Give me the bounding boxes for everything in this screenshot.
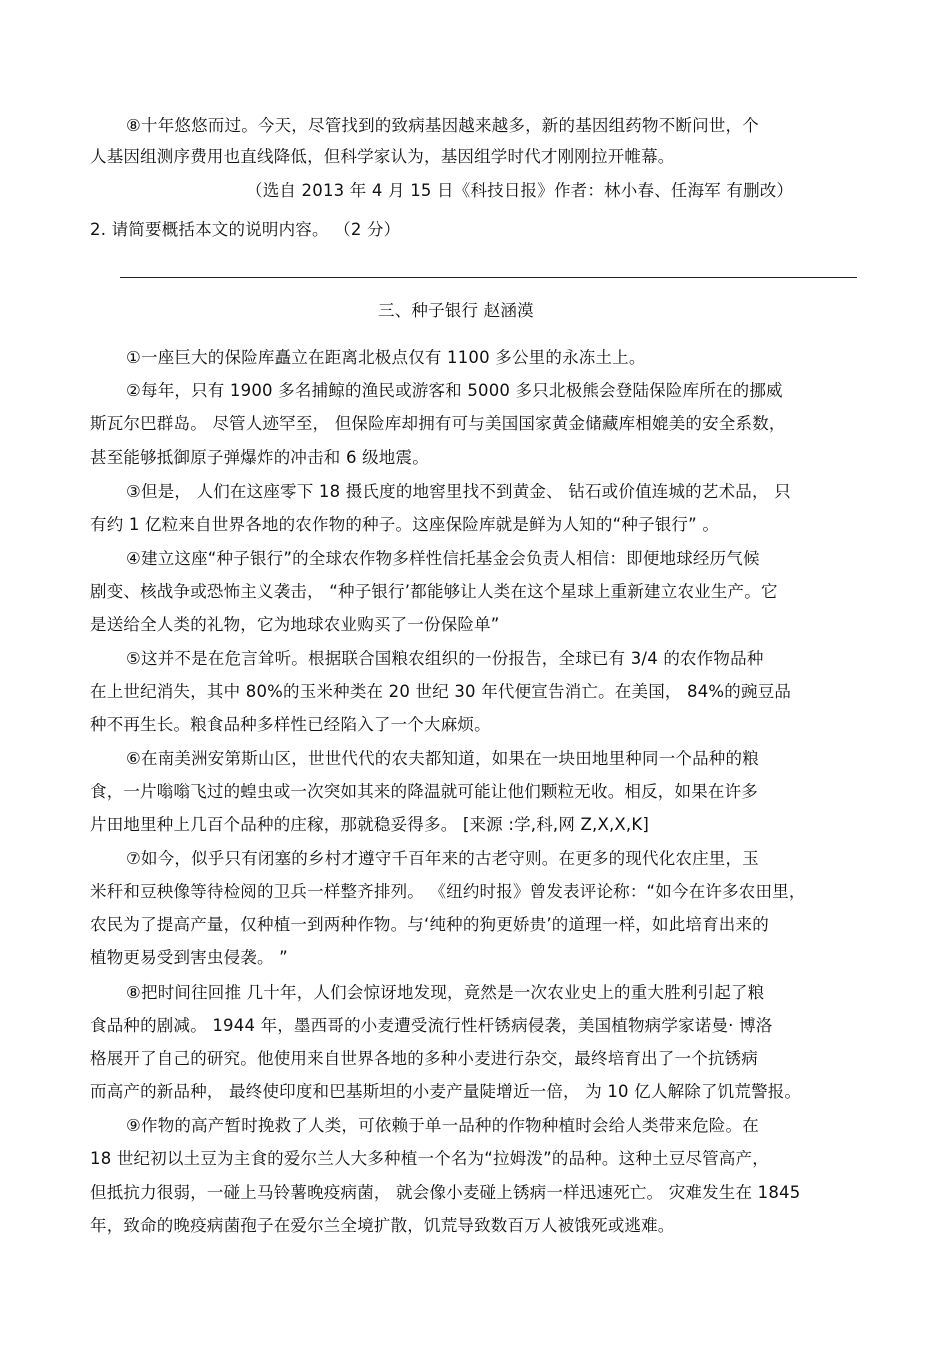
paragraph-4-line-2: 剧变、核战争或恐怖主义袭击， “种子银行’都能够让人类在这个星球上重新建立农业生产。它 [90,582,778,601]
paragraph-5-line-2: 在上世纪消失，其中 80%的玉米种类在 20 世纪 30 年代便宣告消亡。在美国， 84%的豌豆品 [90,682,792,701]
paragraph-5-line-1: ⑤这并不是在危言耸听。根据联合国粮农组织的一份报告，全球已有 3/4 的农作物品种 [126,649,764,668]
paragraph-2-line-2: 斯瓦尔巴群岛。 尽管人迹罕至， 但保险库却拥有可与美国国家黄金储藏库相媲美的安全系数， [90,414,786,433]
section-divider [120,277,857,278]
paragraph-7-line-3: 农民为了提高产量，仅种植一到两种作物。与‘纯种的狗更娇贵’的道理一样，如此培育出来的 [90,915,769,934]
paragraph-9-line-1: ⑨作物的高产暂时挽救了人类，可依赖于单一品种的作物种植时会给人类带来危险。在 [126,1116,759,1135]
paragraph-4-line-3: 是送给全人类的礼物，它为地球农业购买了一份保险单” [90,615,500,634]
paragraph-2-line-1: ②每年，只有 1900 多名捕鲸的渔民或游客和 5000 多只北极熊会登陆保险库所在的挪威 [126,381,783,400]
paragraph-3-line-1: ③但是， 人们在这座零下 18 摄氏度的地窖里找不到黄金、 钻石或价值连城的艺术品， 只 [126,482,791,501]
citation: （选自 2013 年 4 月 15 日《科技日报》作者：林小春、任海军 有删改） [246,181,794,200]
paragraph-9-line-4: 年，致命的晚疫病菌孢子在爱尔兰全境扩散，饥荒导致数百万人被饿死或逃难。 [90,1216,675,1235]
paragraph-8-line-4: 而高产的新品种， 最终使印度和巴基斯坦的小麦产量陡增近一倍， 为 10 亿人解除了饥荒警报。 [90,1082,802,1101]
paragraph-3-line-2: 有约 1 亿粒来自世界各地的农作物的种子。这座保险库就是鲜为人知的“种子银行” 。 [90,515,720,534]
paragraph-7-line-1: ⑦如今，似乎只有闭塞的乡村才遵守千百年来的古老守则。在更多的现代化农庄里，玉 [126,849,759,868]
paragraph-6-line-2: 食，一片嗡嗡飞过的蝗虫或一次突如其来的降温就可能让他们颗粒无收。相反，如果在许多 [90,782,758,801]
section-title: 三、种子银行 赵涵漠 [378,301,534,320]
paragraph-5-line-3: 种不再生长。粮食品种多样性已经陷入了一个大麻烦。 [90,715,491,734]
paragraph-2-line-3: 甚至能够抵御原子弹爆炸的冲击和 6 级地震。 [90,448,429,467]
top-paragraph-line-1: ⑧十年悠悠而过。今天，尽管找到的致病基因越来越多，新的基因组药物不断问世，个 [126,116,759,135]
paragraph-6-line-1: ⑥在南美洲安第斯山区，世世代代的农夫都知道，如果在一块田地里种同一个品种的粮 [126,749,759,768]
paragraph-4-line-1: ④建立这座“种子银行”的全球农作物多样性信托基金会负责人相信：即便地球经历气候 [126,549,760,568]
top-paragraph-line-2: 人基因组测序费用也直线降低，但科学家认为，基因组学时代才刚刚拉开帷幕。 [90,147,675,166]
paragraph-8-line-3: 格展开了自己的研究。他使用来自世界各地的多种小麦进行杂交，最终培育出了一个抗锈病 [90,1049,758,1068]
paragraph-8-line-1: ⑧把时间往回推 几十年，人们会惊讶地发现，竟然是一次农业史上的重大胜利引起了粮 [126,983,765,1002]
paragraph-6-line-3: 片田地里种上几百个品种的庄稼，那就稳妥得多。 [来源 :学,科,网 Z,X,X,K] [90,815,650,834]
paragraph-9-line-2: 18 世纪初以土豆为主食的爱尔兰人大多种植一个名为“拉姆泼”的品种。这种土豆尽管高产， [90,1149,769,1168]
paragraph-7-line-2: 米秆和豆秧像等待检阅的卫兵一样整齐排列。 《纽约时报》曾发表评论称：“如今在许多农田里， [90,882,806,901]
question-2: 2. 请简要概括本文的说明内容。 （2 分） [90,220,401,239]
paragraph-9-line-3: 但抵抗力很弱，一碰上马铃薯晚疫病菌， 就会像小麦碰上锈病一样迅速死亡。 灾难发生在 1845 [90,1183,801,1202]
paragraph-8-line-2: 食品种的剧减。 1944 年，墨西哥的小麦遭受流行性杆锈病侵袭，美国植物病学家诺曼· 博洛 [90,1016,773,1035]
paragraph-1-line-1: ①一座巨大的保险库矗立在距离北极点仅有 1100 多公里的永冻土上。 [126,348,646,367]
paragraph-7-line-4: 植物更易受到害虫侵袭。 ” [90,948,288,967]
